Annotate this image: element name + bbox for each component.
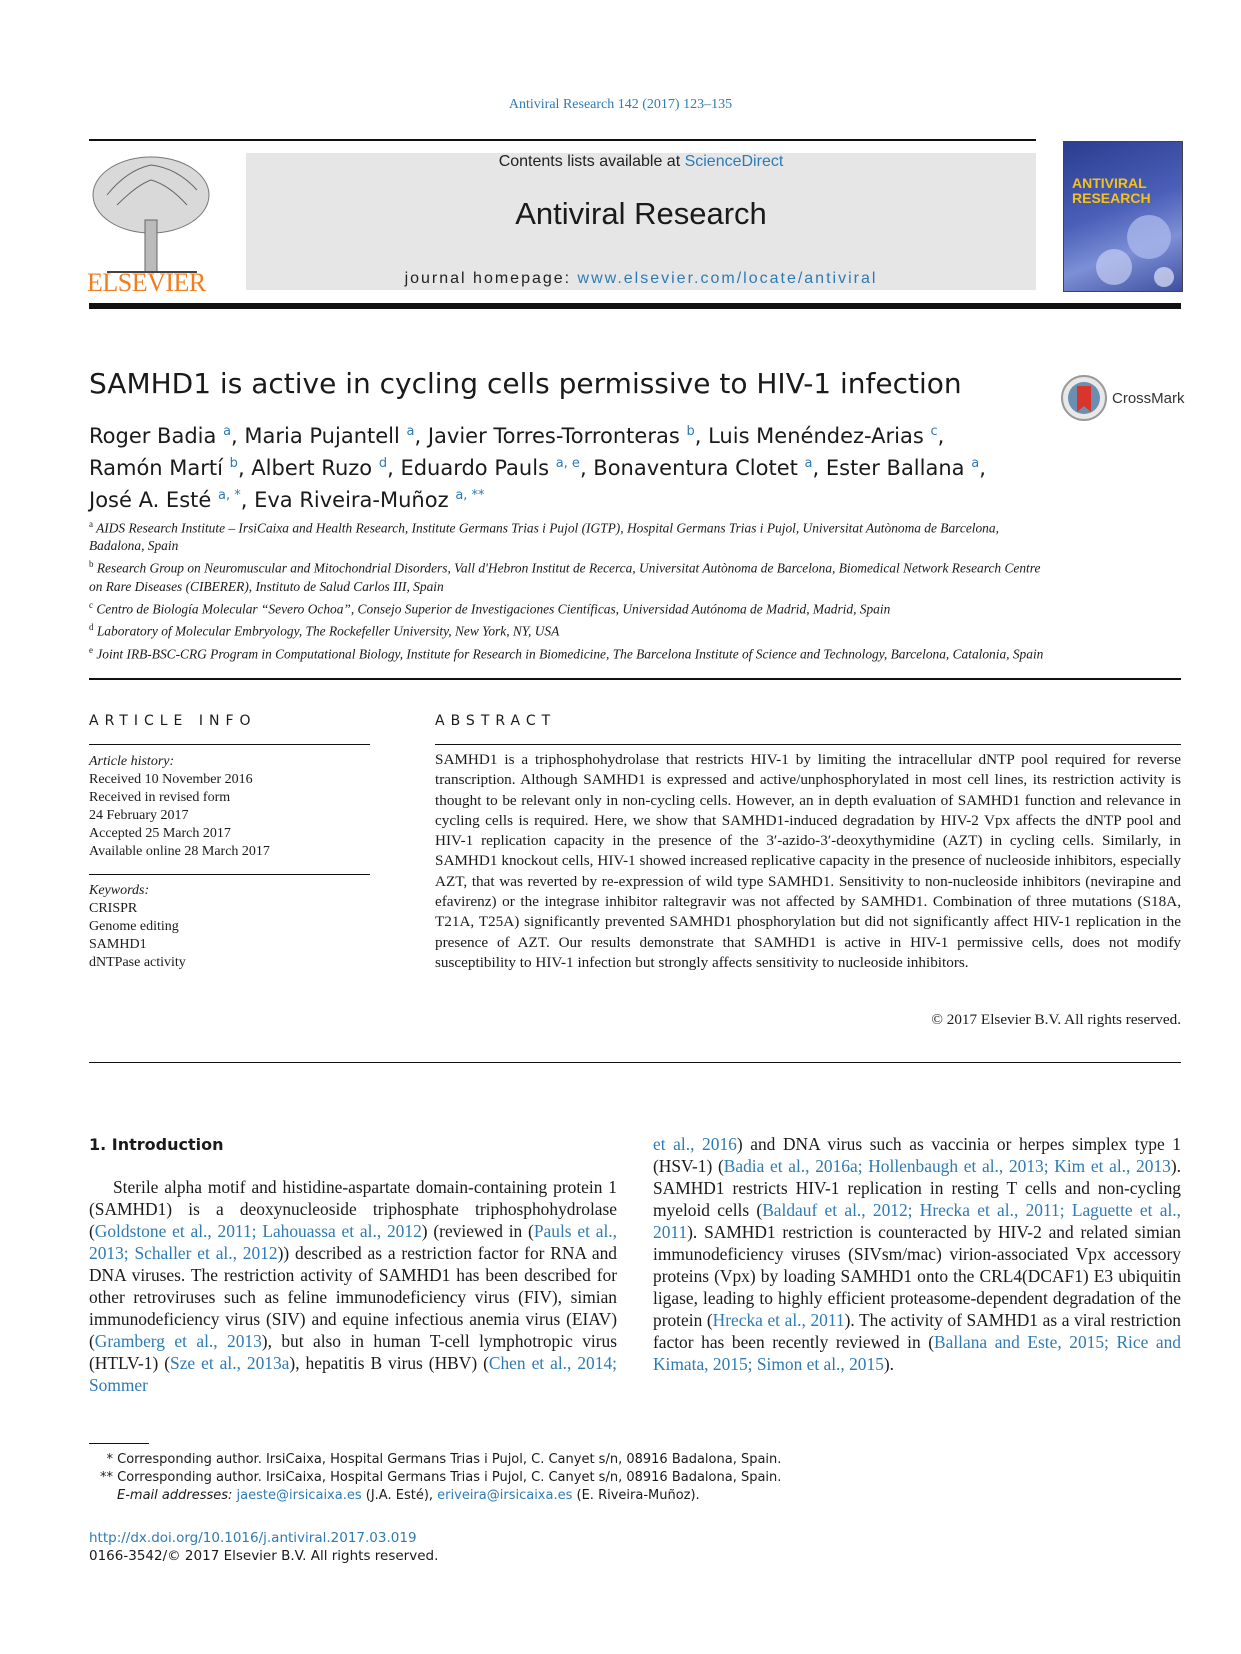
keyword-item: CRISPR xyxy=(89,901,138,916)
crossmark-icon[interactable] xyxy=(1060,374,1108,422)
abstract-bottom-rule xyxy=(89,1062,1181,1063)
affiliation-item: $^a$ AIDS Research Institute – IrsiCaixa and Health Research, Institute Germans Trias i Pujol (IGTP), Hospital Germans Trias i Pujol, Universitat Autònoma de Barcelona, Badalona, Spain xyxy=(89,519,999,554)
abstract-heading: ABSTRACT xyxy=(435,713,557,729)
affiliations-rule xyxy=(89,678,1181,680)
journal-reference[interactable]: Antiviral Research 142 (2017) 123–135 xyxy=(508,97,733,112)
keywords xyxy=(89,882,186,972)
affiliations xyxy=(89,515,1049,663)
intro-heading: 1. Introduction xyxy=(89,1135,224,1154)
contents-line xyxy=(246,153,1036,171)
history-item: Accepted 25 March 2017 xyxy=(89,826,231,841)
journal-title: Antiviral Research xyxy=(515,196,767,231)
intro-right-column: et al., 2016) and DNA virus such as vaccinia or herpes simplex type 1 (HSV-1) (Badia et al., 2016a; Hollenbaugh et al., 2013; Kim et al., 2013). SAMHD1 restricts HIV-1 replication in resting T cells and non-cycling myeloid cells (Baldauf et al., 2012; Hrecka et al., 2011; Laguette et al., 2011). SAMHD1 restriction is counteracted by HIV-2 and related simian immunodeficiency viruses (SIVsm/mac) virion-associated Vpx accessory proteins (Vpx) by loading SAMHD1 onto the CRL4(DCAF1) E3 ubiquitin ligase, leading to highly efficient proteasome-dependent degradation of the protein (Hrecka et al., 2011). The activity of SAMHD1 as a viral restriction factor has been recently reviewed in (Ballana and Este, 2015; Rice and Kimata, 2015; Simon et al., 2015). xyxy=(653,1134,1182,1374)
crossmark-label[interactable]: CrossMark xyxy=(1112,390,1185,407)
article-info-rule xyxy=(89,744,370,745)
article-info-heading: ARTICLE INFO xyxy=(89,713,257,729)
keywords-label: Keywords: xyxy=(89,883,150,898)
intro-left-column: Sterile alpha motif and histidine-aspartate domain-containing protein 1 (SAMHD1) is a deoxynucleoside triphosphate triphosphohydrolase (Goldstone et al., 2011; Lahouassa et al., 2012) (reviewed in (Pauls et al., 2013; Schaller et al., 2012)) described as a restriction factor for RNA and DNA viruses. The restriction activity of SAMHD1 has been described for other retroviruses such as feline immunodeficiency virus (FIV), simian immunodeficiency virus (SIV) and equine infectious anemia virus (EIAV) (Gramberg et al., 2013), but also in human T-cell lymphotropic virus (HTLV-1) (Sze et al., 2013a), hepatitis B virus (HBV) (Chen et al., 2014; Sommer xyxy=(89,1177,617,1395)
author-list xyxy=(89,418,1049,514)
header-bottom-rule xyxy=(89,303,1181,309)
author: Ramón Martí $^b$, xyxy=(89,456,252,480)
citation-link[interactable]: Baldauf et al., 2012; Hrecka et al., 2011; Laguette et al., 2011 xyxy=(653,1200,1181,1242)
author: Albert Ruzo $^d$, xyxy=(251,456,401,480)
email-line: E-mail addresses: jaeste@irsicaixa.es (J.A. Esté), eriveira@irsicaixa.es (E. Riveira-Muñoz). xyxy=(117,1488,700,1503)
affiliation-item: $^d$ Laboratory of Molecular Embryology, The Rockefeller University, New York, NY, USA xyxy=(89,622,560,639)
citation-link[interactable]: Hrecka et al., 2011 xyxy=(712,1310,845,1330)
footnote-item: * Corresponding author. IrsiCaixa, Hospital Germans Trias i Pujol, C. Canyet s/n, 08916 Badalona, Spain. xyxy=(106,1452,782,1467)
history-label: Article history: xyxy=(89,754,175,769)
history-item: Received 10 November 2016 xyxy=(89,772,253,787)
citation-link[interactable]: et al., 2016 xyxy=(653,1134,737,1154)
cover-virus-art-icon xyxy=(1064,212,1182,292)
citation-link[interactable]: Ballana and Este, 2015; Rice and Kimata, 2015; Simon et al., 2015 xyxy=(653,1332,1181,1374)
history-item: Received in revised form xyxy=(89,790,231,805)
history-item: 24 February 2017 xyxy=(89,808,189,823)
citation-link[interactable]: Goldstone et al., 2011; Lahouassa et al., 2012 xyxy=(94,1221,422,1241)
citation-link[interactable]: Chen et al., 2014; Sommer xyxy=(89,1353,617,1395)
author: Eva Riveira-Muñoz $^{a, **}$ xyxy=(254,488,485,512)
citation-link[interactable]: Pauls et al., 2013; Schaller et al., 2012 xyxy=(89,1221,617,1263)
contents-prefix: Contents lists available at xyxy=(498,153,685,170)
affiliation-item: $^e$ Joint IRB-BSC-CRG Program in Computational Biology, Institute for Research in Biomedicine, The Barcelona Institute of Science and Technology, Barcelona, Catalonia, Spain xyxy=(89,644,1044,662)
article-title: SAMHD1 is active in cycling cells permissive to HIV-1 infection xyxy=(89,367,962,400)
abstract-copyright: © 2017 Elsevier B.V. All rights reserved. xyxy=(931,1011,1181,1028)
author: Ester Ballana $^a$, xyxy=(825,456,986,480)
homepage-line xyxy=(246,270,1036,288)
homepage-prefix: journal homepage: xyxy=(404,270,578,287)
history-item: Available online 28 March 2017 xyxy=(89,844,270,859)
cover-title: ANTIVIRAL RESEARCH xyxy=(1072,175,1151,206)
sciencedirect-link[interactable]: ScienceDirect xyxy=(684,153,784,170)
abstract-rule xyxy=(435,744,1181,745)
doi-block xyxy=(89,1529,438,1565)
header-top-rule xyxy=(89,139,1036,141)
footnotes xyxy=(89,1451,989,1505)
author: Roger Badia $^a$, xyxy=(89,424,245,448)
doi-link[interactable]: http://dx.doi.org/10.1016/j.antiviral.2017.03.019 xyxy=(89,1530,417,1546)
author: José A. Esté $^{a, *}$, xyxy=(89,488,255,512)
author: Maria Pujantell $^a$, xyxy=(244,424,428,448)
keyword-item: dNTPase activity xyxy=(89,955,186,970)
affiliation-item: $^b$ Research Group on Neuromuscular and Mitochondrial Disorders, Vall d'Hebron Institut de Recerca, Universitat Autònoma de Barcelona, Biomedical Network Research Centre on Rare Diseases (CIBERER), Instituto de Salud Carlos III, Spain xyxy=(89,559,1041,594)
author: Eduardo Pauls $^{a, e}$, xyxy=(400,456,594,480)
author: Javier Torres-Torronteras $^b$, xyxy=(427,424,709,448)
footnote-item: ** Corresponding author. IrsiCaixa, Hospital Germans Trias i Pujol, C. Canyet s/n, 08916 Badalona, Spain. xyxy=(100,1470,782,1485)
issn-line: 0166-3542/© 2017 Elsevier B.V. All rights reserved. xyxy=(89,1548,439,1564)
citation-link[interactable]: Badia et al., 2016a; Hollenbaugh et al., 2013; Kim et al., 2013 xyxy=(723,1156,1171,1176)
affiliation-item: $^c$ Centro de Biología Molecular “Severo Ochoa”, Consejo Superior de Investigaciones Científicas, Universidad Autónoma de Madrid, Madrid, Spain xyxy=(89,599,891,617)
publisher-wordmark: ELSEVIER xyxy=(87,268,206,297)
author: Bonaventura Clotet $^a$, xyxy=(593,456,826,480)
abstract-text: SAMHD1 is a triphosphohydrolase that restricts HIV-1 by limiting the intracellular dNTP pool required for reverse transcription. Although SAMHD1 is expressed and active/unphosphorylated in most cell lines, its restriction activity is thought to be relevant only in non-cycling cells. However, an in depth evaluation of SAMHD1 function and relevance in cycling cells is required. Here, we show that SAMHD1-induced degradation by HIV-2 Vpx affects the dNTP pool and HIV-1 replication capacity in the presence of the 3′-azido-3′-deoxythymidine (AZT) in cycling cells. Similarly, in SAMHD1 knockout cells, HIV-1 showed increased replicative capacity in the presence of nucleoside inhibitors, especially AZT, that was reverted by re-expression of wild type SAMHD1. Sensitivity to non-nucleoside inhibitors (nevirapine and efavirenz) or the integrase inhibitor raltegravir was not affected by SAMHD1. Combination of three mutations (S18A, T21A, T25A) significantly prevented SAMHD1 phosphorylation but did not significantly affect HIV-1 replication in the presence of AZT. Our results demonstrate that SAMHD1 is active in HIV-1 permissive cells, does not modify susceptibility to HIV-1 infection but strongly affects sensitivity to nucleoside inhibitors. xyxy=(435,751,1181,971)
keywords-rule xyxy=(89,874,370,875)
author: Luis Menéndez-Arias $^c$, xyxy=(708,424,945,448)
footnote-rule xyxy=(89,1443,149,1444)
keyword-item: Genome editing xyxy=(89,919,179,934)
homepage-link[interactable]: www.elsevier.com/locate/antiviral xyxy=(577,270,878,287)
citation-link[interactable]: Sze et al., 2013a xyxy=(170,1353,290,1373)
citation-link[interactable]: Gramberg et al., 2013 xyxy=(94,1331,262,1351)
email-link[interactable]: eriveira@irsicaixa.es xyxy=(437,1488,573,1503)
email-link[interactable]: jaeste@irsicaixa.es xyxy=(236,1488,362,1503)
article-history xyxy=(89,753,270,861)
keyword-item: SAMHD1 xyxy=(89,937,147,952)
journal-cover-image xyxy=(1063,141,1183,292)
